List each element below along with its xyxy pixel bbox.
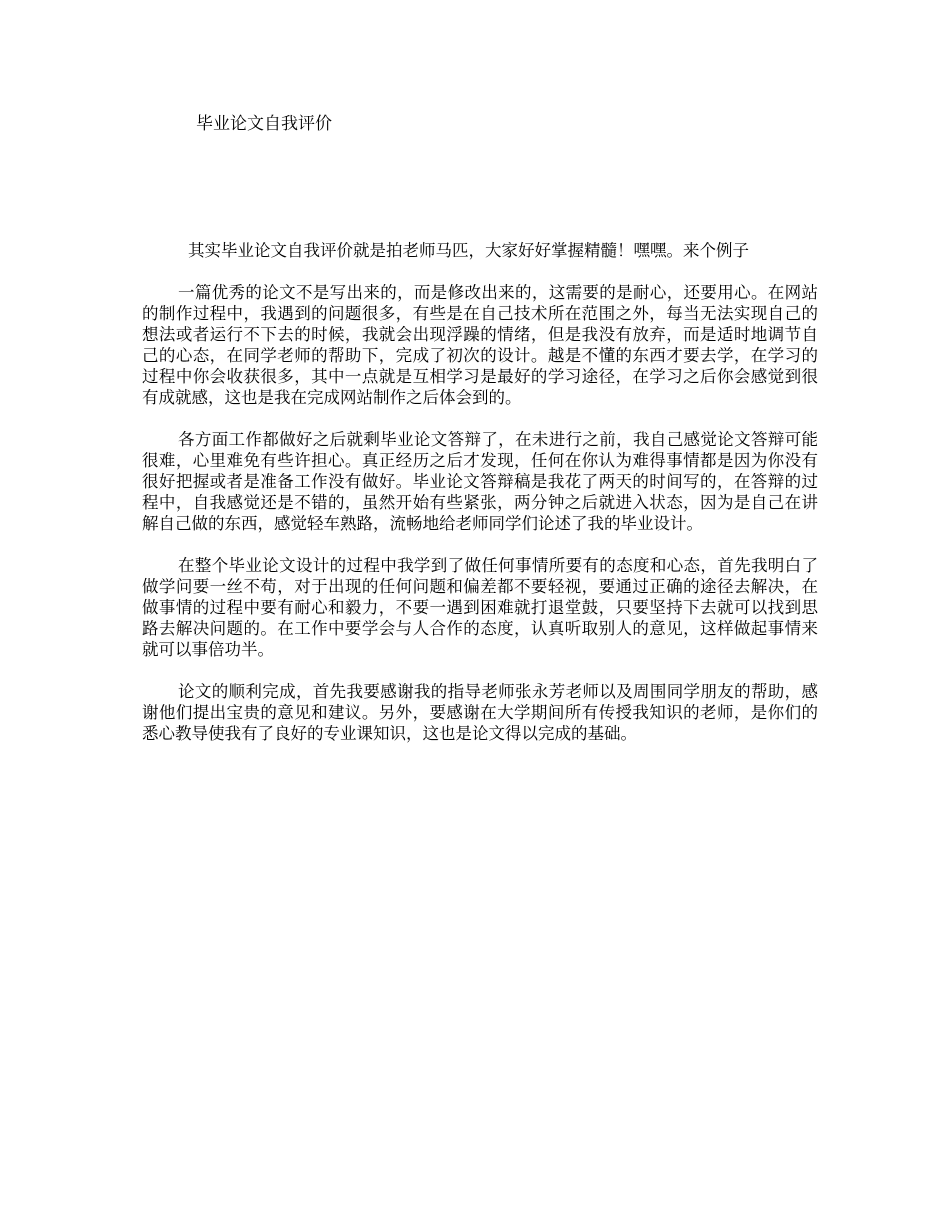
body-paragraph-2: 各方面工作都做好之后就剩毕业论文答辩了，在未进行之前，我自己感觉论文答辩可能很难，心里难免有些许担心。真正经历之后才发现，任何在你认为难得事情都是因为你没有很好把握或者是准备工作没有做好。毕业论文答辩稿是我花了两天的时间写的，在答辩的过程中，自我感觉还是不错的，虽然开始有些紧张，两分钟之后就进入状态，因为是自己在讲解自己做的东西，感觉轻车熟路，流畅地给老师同学们论述了我的毕业设计。 xyxy=(142,430,818,533)
body-paragraph-3: 在整个毕业论文设计的过程中我学到了做任何事情所要有的态度和心态，首先我明白了做学问要一丝不苟，对于出现的任何问题和偏差都不要轻视，要通过正确的途径去解决，在做事情的过程中要有耐心和毅力，不要一遇到困难就打退堂鼓，只要坚持下去就可以找到思路去解决问题的。在工作中要学会与人合作的态度，认真听取别人的意见，这样做起事情来就可以事倍功半。 xyxy=(142,556,818,659)
body-paragraph-4: 论文的顺利完成，首先我要感谢我的指导老师张永芳老师以及周围同学朋友的帮助，感谢他们提出宝贵的意见和建议。另外，要感谢在大学期间所有传授我知识的老师，是你们的悉心教导使我有了良好的专业课知识，这也是论文得以完成的基础。 xyxy=(142,682,818,743)
body-paragraph-1: 一篇优秀的论文不是写出来的，而是修改出来的，这需要的是耐心，还要用心。在网站的制作过程中，我遇到的问题很多，有些是在自己技术所在范围之外，每当无法实现自己的想法或者运行不下去的时候，我就会出现浮躁的情绪，但是我没有放弃，而是适时地调节自己的心态，在同学老师的帮助下，完成了初次的设计。越是不懂的东西才要去学，在学习的过程中你会收获很多，其中一点就是互相学习是最好的学习途径，在学习之后你会感觉到很有成就感，这也是我在完成网站制作之后体会到的。 xyxy=(142,283,818,407)
document-body xyxy=(142,240,818,765)
intro-paragraph: 其实毕业论文自我评价就是拍老师马匹，大家好好掌握精髓！嘿嘿。来个例子 xyxy=(188,241,749,260)
document-title: 毕业论文自我评价 xyxy=(196,114,332,134)
